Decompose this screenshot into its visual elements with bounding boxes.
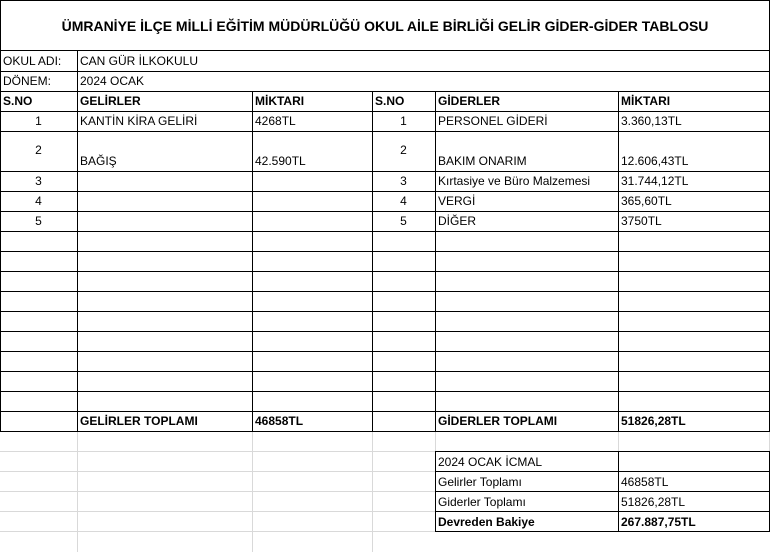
header-amount2: MİKTARI bbox=[621, 94, 671, 108]
summary-expense-value[interactable]: 51826,28TL bbox=[621, 495, 686, 509]
expense-total-value[interactable]: 51826,28TL bbox=[621, 414, 686, 428]
header-sno2: S.NO bbox=[375, 94, 405, 108]
grid-line bbox=[77, 51, 78, 432]
income-total-label: GELİRLER TOPLAMI bbox=[80, 414, 198, 428]
grid-line bbox=[435, 471, 770, 472]
grid-line bbox=[77, 432, 78, 552]
period-label: DÖNEM: bbox=[3, 74, 51, 88]
grid-line bbox=[0, 171, 770, 172]
row5-expense-amount[interactable]: 3750TL bbox=[621, 214, 662, 228]
row2-expense[interactable]: BAKIM ONARIM bbox=[438, 154, 527, 168]
row5-sno2[interactable]: 5 bbox=[400, 214, 407, 228]
grid-line bbox=[435, 91, 436, 432]
grid-line bbox=[0, 331, 770, 332]
school-value[interactable]: CAN GÜR İLKOKULU bbox=[80, 54, 199, 68]
grid-line bbox=[0, 211, 770, 212]
grid-line bbox=[618, 91, 619, 432]
grid-line bbox=[0, 291, 770, 292]
row2-sno[interactable]: 2 bbox=[35, 143, 42, 157]
row2-income[interactable]: BAĞIŞ bbox=[80, 154, 117, 168]
header-income: GELİRLER bbox=[80, 94, 141, 108]
grid-line bbox=[618, 451, 619, 532]
grid-line bbox=[0, 50, 770, 51]
row5-expense[interactable]: DİĞER bbox=[438, 214, 477, 228]
grid-line bbox=[435, 432, 436, 451]
grid-line bbox=[0, 391, 770, 392]
grid-line bbox=[435, 531, 770, 532]
grid-line bbox=[252, 91, 253, 432]
grid-line bbox=[0, 311, 770, 312]
grid-line bbox=[0, 371, 770, 372]
grid-line bbox=[0, 471, 435, 472]
grid-line bbox=[0, 531, 435, 532]
grid-line bbox=[769, 451, 770, 532]
grid-line bbox=[769, 0, 770, 432]
page-title: ÜMRANİYE İLÇE MİLLİ EĞİTİM MÜDÜRLÜĞÜ OKUL AİLE BİRLİĞİ GELİR GİDER-GİDER TABLOSU bbox=[0, 0, 770, 50]
grid-line bbox=[0, 411, 770, 412]
row1-expense[interactable]: PERSONEL GİDERİ bbox=[438, 114, 548, 128]
grid-line bbox=[435, 451, 770, 452]
grid-line bbox=[618, 432, 619, 451]
summary-title: 2024 OCAK İCMAL bbox=[438, 455, 543, 469]
row5-sno[interactable]: 5 bbox=[35, 214, 42, 228]
row2-sno2[interactable]: 2 bbox=[400, 143, 407, 157]
grid-line bbox=[0, 351, 770, 352]
expense-total-label: GİDERLER TOPLAMI bbox=[438, 414, 558, 428]
summary-income-value[interactable]: 46858TL bbox=[621, 475, 669, 489]
row1-income[interactable]: KANTİN KİRA GELİRİ bbox=[80, 114, 198, 128]
header-amount: MİKTARI bbox=[255, 94, 305, 108]
row4-expense-amount[interactable]: 365,60TL bbox=[621, 194, 672, 208]
header-expense: GİDERLER bbox=[438, 94, 501, 108]
school-label: OKUL ADI: bbox=[3, 54, 62, 68]
grid-line bbox=[372, 91, 373, 432]
row3-sno2[interactable]: 3 bbox=[400, 174, 407, 188]
row1-income-amount[interactable]: 4268TL bbox=[255, 114, 296, 128]
row4-sno2[interactable]: 4 bbox=[400, 194, 407, 208]
grid-line bbox=[0, 271, 770, 272]
row3-expense[interactable]: Kırtasiye ve Büro Malzemesi bbox=[438, 174, 591, 188]
grid-line bbox=[0, 231, 770, 232]
carry-balance-value[interactable]: 267.887,75TL bbox=[621, 515, 696, 529]
summary-income-label: Gelirler Toplamı bbox=[438, 475, 522, 489]
row2-expense-amount[interactable]: 12.606,43TL bbox=[621, 154, 689, 168]
row4-expense[interactable]: VERGİ bbox=[438, 194, 476, 208]
grid-line bbox=[0, 111, 770, 112]
grid-line bbox=[0, 511, 435, 512]
grid-line bbox=[0, 71, 770, 72]
grid-line bbox=[252, 432, 253, 552]
grid-line bbox=[0, 191, 770, 192]
income-total-value[interactable]: 46858TL bbox=[255, 414, 304, 428]
grid-line bbox=[372, 432, 373, 552]
grid-line bbox=[435, 451, 436, 532]
row3-expense-amount[interactable]: 31.744,12TL bbox=[621, 174, 689, 188]
row1-sno2[interactable]: 1 bbox=[400, 114, 407, 128]
carry-balance-label: Devreden Bakiye bbox=[438, 515, 535, 529]
row3-sno[interactable]: 3 bbox=[35, 174, 42, 188]
grid-line bbox=[0, 491, 435, 492]
summary-expense-label: Giderler Toplamı bbox=[438, 495, 526, 509]
grid-line bbox=[0, 451, 435, 452]
period-value[interactable]: 2024 OCAK bbox=[80, 74, 145, 88]
row4-sno[interactable]: 4 bbox=[35, 194, 42, 208]
row1-expense-amount[interactable]: 3.360,13TL bbox=[621, 114, 682, 128]
header-sno: S.NO bbox=[3, 94, 33, 108]
grid-line bbox=[0, 431, 770, 432]
grid-line bbox=[0, 0, 1, 432]
grid-line bbox=[0, 131, 770, 132]
grid-line bbox=[0, 91, 770, 92]
row1-sno[interactable]: 1 bbox=[35, 114, 42, 128]
row2-income-amount[interactable]: 42.590TL bbox=[255, 154, 306, 168]
grid-line bbox=[0, 251, 770, 252]
grid-line bbox=[769, 432, 770, 451]
grid-line bbox=[435, 491, 770, 492]
grid-line bbox=[435, 511, 770, 512]
